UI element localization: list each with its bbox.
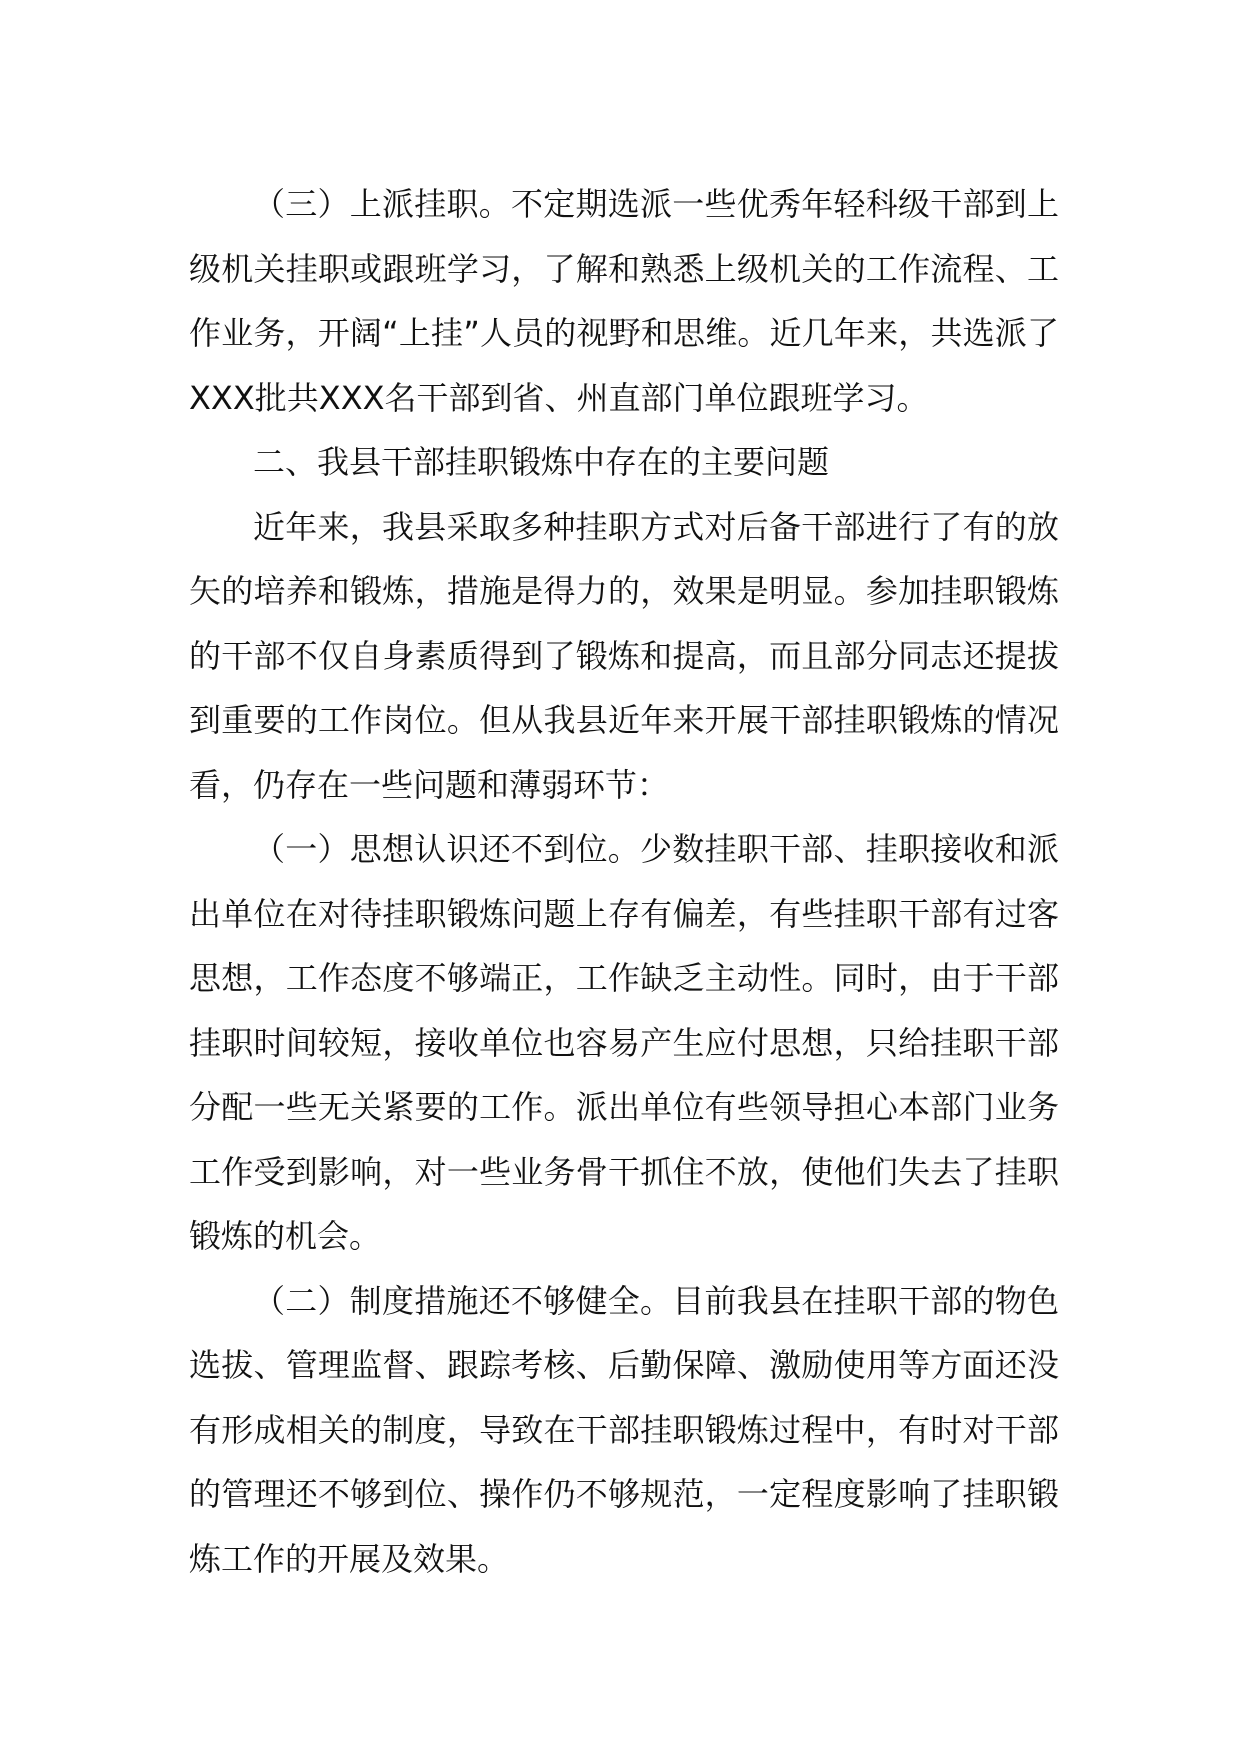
paragraph-institutional-measures: （二）制度措施还不够健全。目前我县在挂职干部的物色选拔、管理监督、跟踪考核、后勤保障、激励使用等方面还没有形成相关的制度，导致在干部挂职锻炼过程中，有时对干部的管理还不够到位、操作仍不够规范，一定程度影响了挂职锻炼工作的开展及效果。: [189, 1281, 1059, 1578]
paragraph-overview: 近年来，我县采取多种挂职方式对后备干部进行了有的放矢的培养和锻炼，措施是得力的，效果是明显。参加挂职锻炼的干部不仅自身素质得到了锻炼和提高，而且部分同志还提拔到重要的工作岗位。但从我县近年来开展干部挂职锻炼的情况看，仍存在一些问题和薄弱环节：: [189, 507, 1059, 804]
paragraph-upward-secondment: （三）上派挂职。不定期选派一些优秀年轻科级干部到上级机关挂职或跟班学习，了解和熟悉上级机关的工作流程、工作业务，开阔“上挂”人员的视野和思维。近几年来，共选派了XXX批共XXX名干部到省、州直部门单位跟班学习。: [189, 185, 1059, 417]
document-page: [189, 172, 1059, 1591]
paragraph-ideological-awareness: （一）思想认识还不到位。少数挂职干部、挂职接收和派出单位在对待挂职锻炼问题上存有偏差，有些挂职干部有过客思想，工作态度不够端正，工作缺乏主动性。同时，由于干部挂职时间较短，接收单位也容易产生应付思想，只给挂职干部分配一些无关紧要的工作。派出单位有些领导担心本部门业务工作受到影响，对一些业务骨干抓住不放，使他们失去了挂职锻炼的机会。: [189, 830, 1059, 1255]
section-heading-main-problems: 二、我县干部挂职锻炼中存在的主要问题: [253, 443, 830, 481]
